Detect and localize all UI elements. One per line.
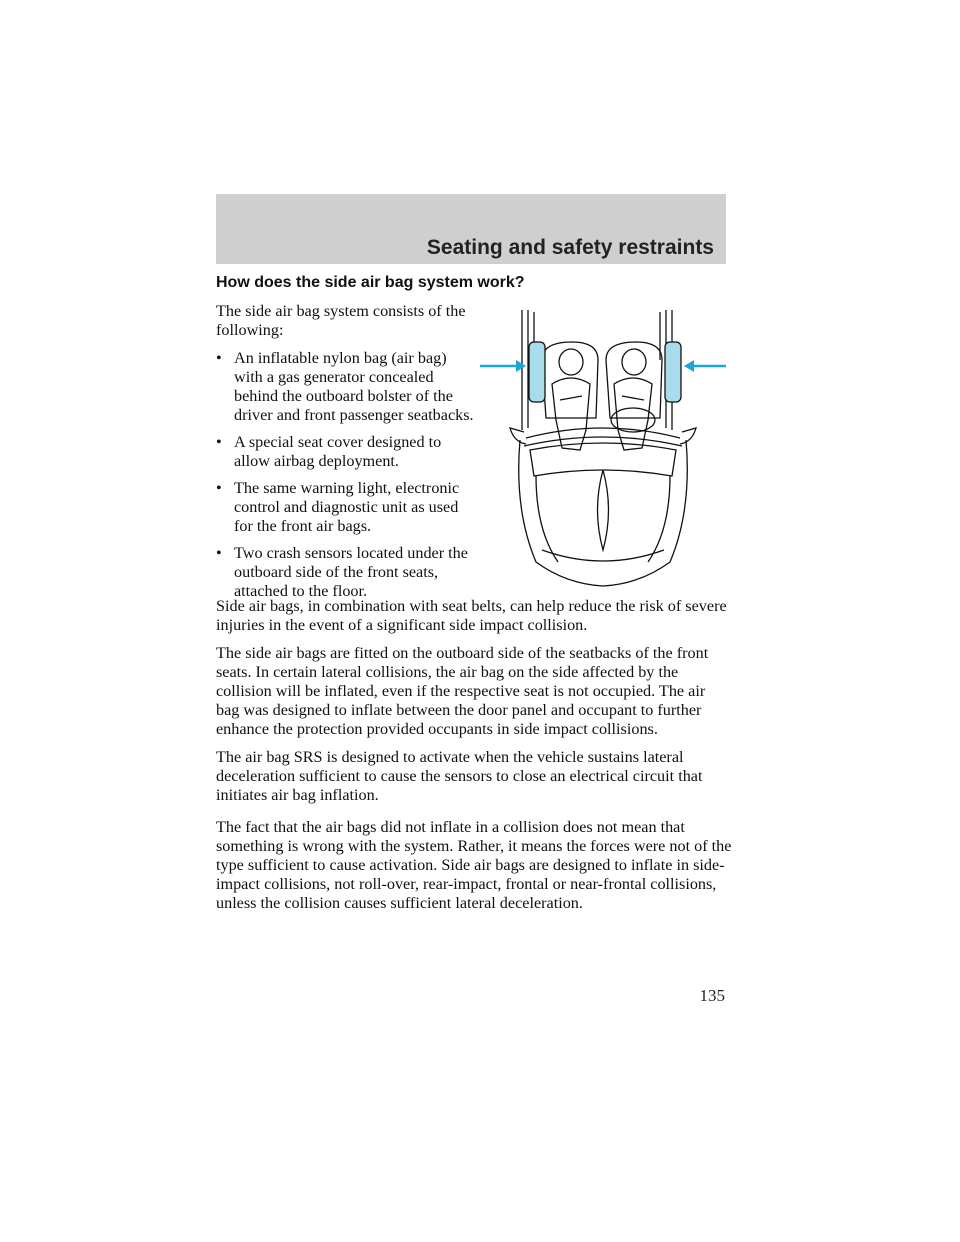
section-heading: How does the side air bag system work? xyxy=(216,274,525,291)
list-item-text: The same warning light, electronic control and diagnostic unit as used for the front air bags. xyxy=(234,479,460,535)
page-number: 135 xyxy=(699,986,725,1005)
body-paragraph: Side air bags, in combination with seat belts, can help reduce the risk of severe injuries in the event of a significant side impact collision. xyxy=(216,597,727,634)
body-paragraph: The fact that the air bags did not inflate in a collision does not mean that something is wrong with the system. Rather, it means the forces were not of the type sufficient to cause activation. Side air bags are designed to inflate in side-impact collisions, not roll-over, rear-impact, frontal or near-frontal collisions, unless the collision causes sufficient lateral deceleration. xyxy=(216,818,732,912)
list-item-text: An inflatable nylon bag (air bag) with a gas generator concealed behind the outboard bolster of the driver and front passenger seatbacks. xyxy=(234,349,474,424)
list-item xyxy=(216,349,478,425)
header-band xyxy=(216,194,726,264)
list-item xyxy=(216,479,478,536)
bullet-icon: • xyxy=(216,349,222,367)
list-item xyxy=(216,433,478,471)
car-top-view-side-airbags-icon xyxy=(476,300,731,590)
list-item-text: A special seat cover designed to allow airbag deployment. xyxy=(234,433,442,470)
component-list xyxy=(216,349,478,609)
list-item-text: Two crash sensors located under the outboard side of the front seats, attached to the floor. xyxy=(234,544,468,600)
bullet-icon: • xyxy=(216,433,222,451)
body-paragraph: The air bag SRS is designed to activate when the vehicle sustains lateral deceleration sufficient to cause the sensors to close an electrical circuit that initiates air bag inflation. xyxy=(216,748,703,804)
list-item xyxy=(216,544,478,601)
page-header-title: Seating and safety restraints xyxy=(426,236,714,259)
body-paragraph: The side air bags are fitted on the outboard side of the seatbacks of the front seats. In certain lateral collisions, the air bag on the side affected by the collision will be inflated, even if the respective seat is not occupied. The air bag was designed to inflate between the door panel and occupant to further enhance the protection provided occupants in side impact collisions. xyxy=(216,644,709,738)
intro-text: The side air bag system consists of the following: xyxy=(216,302,466,339)
bullet-icon: • xyxy=(216,479,222,497)
bullet-icon: • xyxy=(216,544,222,562)
